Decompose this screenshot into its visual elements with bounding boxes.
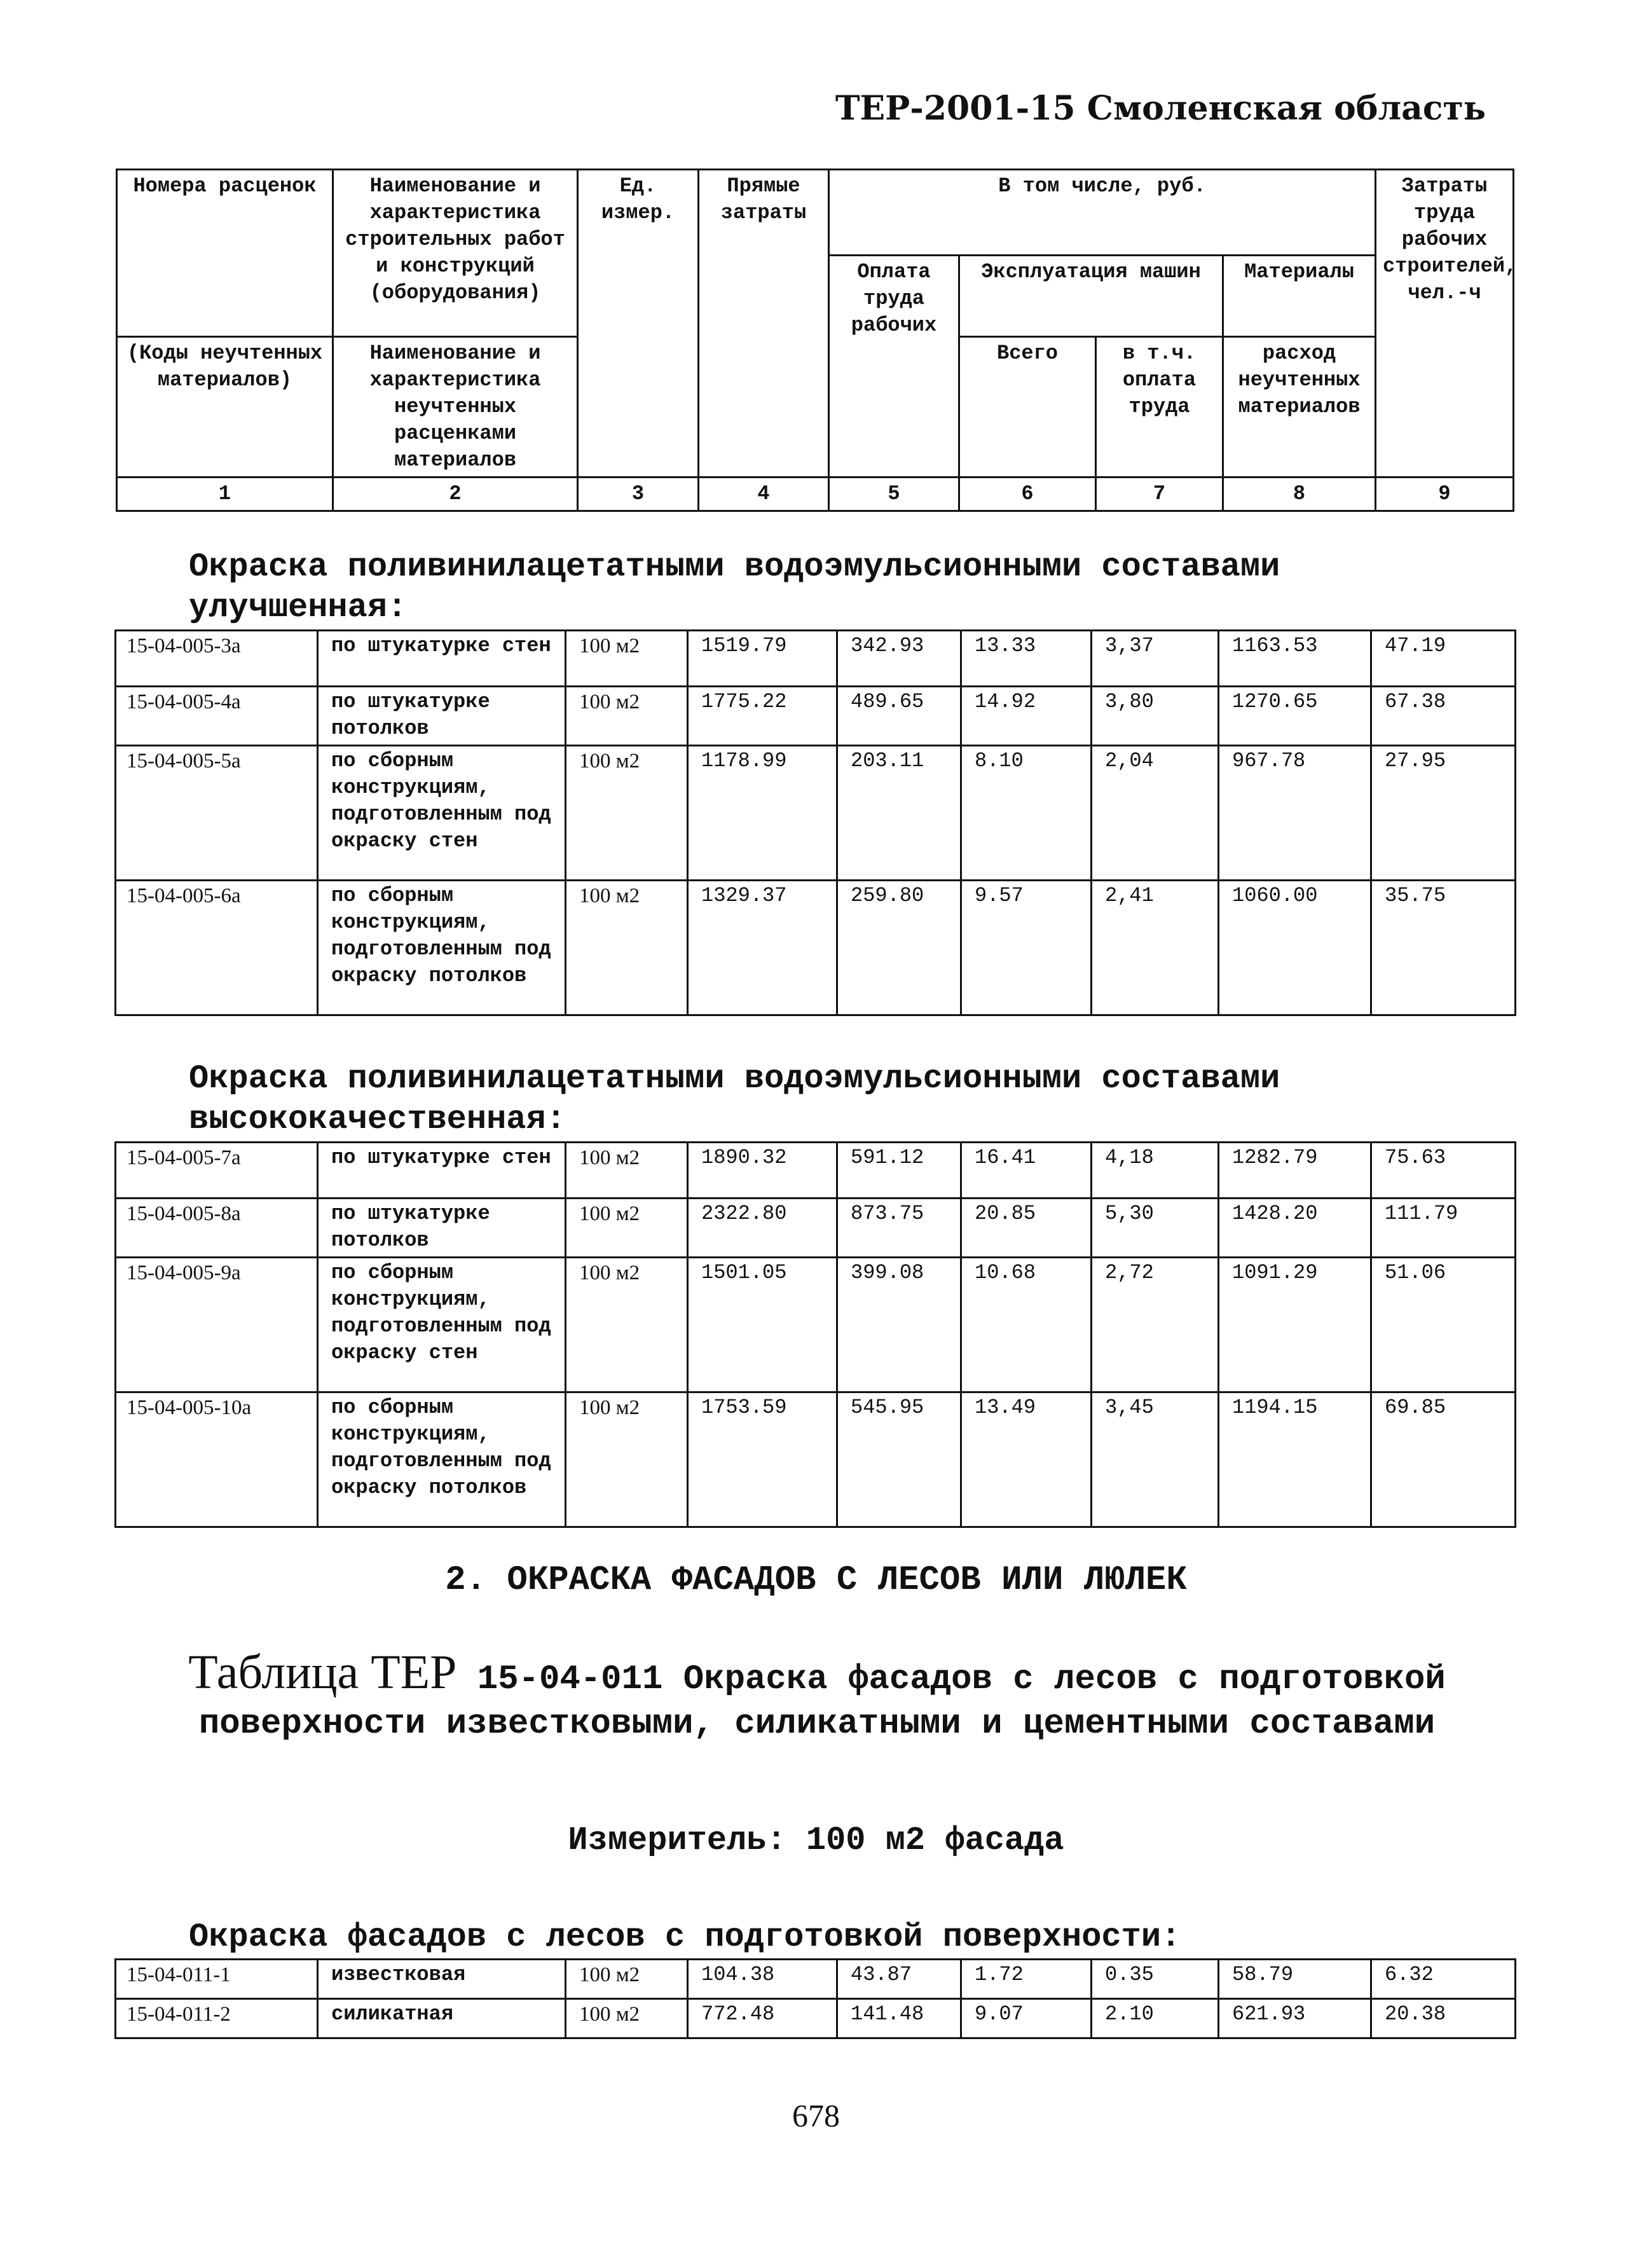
work-description: по штукатурке стен xyxy=(318,631,566,687)
machine-total: 8.10 xyxy=(961,746,1092,881)
direct-costs: 1775.22 xyxy=(688,687,837,746)
column-number: 4 xyxy=(699,478,829,511)
table-title xyxy=(165,1646,1469,1747)
column-number: 5 xyxy=(829,478,959,511)
work-description: по штукатурке стен xyxy=(318,1143,566,1199)
column-number: 3 xyxy=(578,478,699,511)
work-description: силикатная xyxy=(318,1999,566,2038)
unit: 100 м2 xyxy=(566,1960,688,1999)
unit: 100 м2 xyxy=(566,1199,688,1258)
machine-wages: 0.35 xyxy=(1092,1960,1219,1999)
labor-hours: 6.32 xyxy=(1371,1960,1516,1999)
work-description: по сборным конструкциям, подготовленным под окраску потолков xyxy=(318,881,566,1015)
unit: 100 м2 xyxy=(566,881,688,1015)
unit: 100 м2 xyxy=(566,1258,688,1392)
machine-wages: 2,04 xyxy=(1092,746,1219,881)
header-machine-wages: в т.ч. оплата труда xyxy=(1096,337,1223,478)
work-description: по сборным конструкциям, подготовленным под окраску стен xyxy=(318,1258,566,1392)
unit: 100 м2 xyxy=(566,1999,688,2038)
direct-costs: 1178.99 xyxy=(688,746,837,881)
machine-total: 10.68 xyxy=(961,1258,1092,1392)
header-material-consumption: расход неучтенных материалов xyxy=(1223,337,1376,478)
column-number: 6 xyxy=(959,478,1096,511)
header-rate-numbers: Номера расценок xyxy=(117,170,333,337)
direct-costs: 1501.05 xyxy=(688,1258,837,1392)
materials: 1282.79 xyxy=(1219,1143,1371,1199)
section-heading-high-quality: Окраска поливинилацетатными водоэмульсионными составами высококачественная: xyxy=(189,1060,1280,1138)
section-heading-improved: Окраска поливинилацетатными водоэмульсионными составами улучшенная: xyxy=(189,548,1280,626)
materials: 1091.29 xyxy=(1219,1258,1371,1392)
column-header-table xyxy=(116,168,1518,512)
wages: 141.48 xyxy=(837,1999,961,2038)
unit: 100 м2 xyxy=(566,746,688,881)
labor-hours: 27.95 xyxy=(1371,746,1516,881)
work-description: известковая xyxy=(318,1960,566,1999)
machine-wages: 2.10 xyxy=(1092,1999,1219,2038)
materials: 967.78 xyxy=(1219,746,1371,881)
rate-code: 15-04-005-10а xyxy=(116,1392,318,1527)
header-including-group: В том числе, руб. xyxy=(829,170,1376,256)
machine-wages: 5,30 xyxy=(1092,1199,1219,1258)
header-unaccounted-materials: Наименование и характеристика неучтенных расценками материалов xyxy=(333,337,578,478)
table-row xyxy=(116,746,1516,881)
rate-code: 15-04-005-6а xyxy=(116,881,318,1015)
machine-total: 9.57 xyxy=(961,881,1092,1015)
wages: 43.87 xyxy=(837,1960,961,1999)
machine-total: 14.92 xyxy=(961,687,1092,746)
labor-hours: 67.38 xyxy=(1371,687,1516,746)
materials: 1194.15 xyxy=(1219,1392,1371,1527)
rate-code: 15-04-005-9а xyxy=(116,1258,318,1392)
header-wages: Оплата труда рабочих xyxy=(829,256,959,478)
table-row xyxy=(116,687,1516,746)
machine-wages: 2,41 xyxy=(1092,881,1219,1015)
materials: 1060.00 xyxy=(1219,881,1371,1015)
column-number: 7 xyxy=(1096,478,1223,511)
wages: 489.65 xyxy=(837,687,961,746)
rate-code: 15-04-005-5а xyxy=(116,746,318,881)
labor-hours: 111.79 xyxy=(1371,1199,1516,1258)
materials: 58.79 xyxy=(1219,1960,1371,1999)
measurement-unit: Измеритель: 100 м2 фасада xyxy=(568,1822,1064,1859)
labor-hours: 51.06 xyxy=(1371,1258,1516,1392)
header-machine-total: Всего xyxy=(959,337,1096,478)
machine-total: 9.07 xyxy=(961,1999,1092,2038)
header-material-codes: (Коды неучтенных материалов) xyxy=(117,337,333,478)
work-description: по штукатурке потолков xyxy=(318,687,566,746)
table-row xyxy=(116,1392,1516,1527)
unit: 100 м2 xyxy=(566,1392,688,1527)
header-work-name: Наименование и характеристика строительных работ и конструкций (оборудования) xyxy=(333,170,578,337)
unit: 100 м2 xyxy=(566,687,688,746)
direct-costs: 1890.32 xyxy=(688,1143,837,1199)
table-row xyxy=(116,1143,1516,1199)
wages: 591.12 xyxy=(837,1143,961,1199)
labor-hours: 69.85 xyxy=(1371,1392,1516,1527)
rate-code: 15-04-005-7а xyxy=(116,1143,318,1199)
direct-costs: 1329.37 xyxy=(688,881,837,1015)
column-number: 1 xyxy=(117,478,333,511)
section-2-title: 2. ОКРАСКА ФАСАДОВ С ЛЕСОВ ИЛИ ЛЮЛЕК xyxy=(445,1561,1187,1600)
machine-wages: 3,45 xyxy=(1092,1392,1219,1527)
machine-total: 20.85 xyxy=(961,1199,1092,1258)
labor-hours: 75.63 xyxy=(1371,1143,1516,1199)
header-unit: Ед. измер. xyxy=(578,170,699,478)
table-row xyxy=(116,1960,1516,1999)
rate-code: 15-04-011-1 xyxy=(116,1960,318,1999)
direct-costs: 1753.59 xyxy=(688,1392,837,1527)
header-direct-costs: Прямые затраты xyxy=(699,170,829,478)
work-description: по штукатурке потолков xyxy=(318,1199,566,1258)
column-number-row xyxy=(117,478,1514,511)
direct-costs: 1519.79 xyxy=(688,631,837,687)
machine-total: 13.49 xyxy=(961,1392,1092,1527)
labor-hours: 35.75 xyxy=(1371,881,1516,1015)
direct-costs: 772.48 xyxy=(688,1999,837,2038)
header-labor-hours: Затраты труда рабочих строителей, чел.-ч xyxy=(1376,170,1514,478)
header-materials: Материалы xyxy=(1223,256,1376,337)
labor-hours: 20.38 xyxy=(1371,1999,1516,2038)
rate-code: 15-04-005-8а xyxy=(116,1199,318,1258)
column-number: 8 xyxy=(1223,478,1376,511)
rate-code: 15-04-005-3а xyxy=(116,631,318,687)
rate-code: 15-04-005-4а xyxy=(116,687,318,746)
machine-wages: 3,80 xyxy=(1092,687,1219,746)
unit: 100 м2 xyxy=(566,631,688,687)
column-number: 2 xyxy=(333,478,578,511)
column-number: 9 xyxy=(1376,478,1514,511)
machine-total: 1.72 xyxy=(961,1960,1092,1999)
wages: 545.95 xyxy=(837,1392,961,1527)
wages: 399.08 xyxy=(837,1258,961,1392)
page-number: 678 xyxy=(792,2098,840,2133)
materials: 1270.65 xyxy=(1219,687,1371,746)
running-head: ТЕР-2001-15 Смоленская область xyxy=(835,89,1486,128)
header-machine-operation: Эксплуатация машин xyxy=(959,256,1223,337)
table-row xyxy=(116,631,1516,687)
rate-code: 15-04-011-2 xyxy=(116,1999,318,2038)
table-title-text: 15-04-011 Окраска фасадов с лесов с подготовкой поверхности известковыми, силикатными и цементными составами xyxy=(198,1660,1446,1743)
machine-wages: 4,18 xyxy=(1092,1143,1219,1199)
wages: 203.11 xyxy=(837,746,961,881)
rates-table-improved xyxy=(114,629,1516,1016)
table-title-prefix: Таблица ТЕР xyxy=(188,1646,457,1699)
unit: 100 м2 xyxy=(566,1143,688,1199)
table-row xyxy=(116,881,1516,1015)
table-row xyxy=(116,1258,1516,1392)
wages: 342.93 xyxy=(837,631,961,687)
machine-wages: 2,72 xyxy=(1092,1258,1219,1392)
machine-total: 16.41 xyxy=(961,1143,1092,1199)
table-row xyxy=(116,1199,1516,1258)
wages: 259.80 xyxy=(837,881,961,1015)
work-description: по сборным конструкциям, подготовленным под окраску потолков xyxy=(318,1392,566,1527)
wages: 873.75 xyxy=(837,1199,961,1258)
direct-costs: 104.38 xyxy=(688,1960,837,1999)
machine-total: 13.33 xyxy=(961,631,1092,687)
direct-costs: 2322.80 xyxy=(688,1199,837,1258)
work-description: по сборным конструкциям, подготовленным под окраску стен xyxy=(318,746,566,881)
section-heading-facade: Окраска фасадов с лесов с подготовкой поверхности: xyxy=(189,1918,1181,1956)
table-row xyxy=(116,1999,1516,2038)
labor-hours: 47.19 xyxy=(1371,631,1516,687)
rates-table-facade xyxy=(114,1958,1516,2039)
rates-table-high-quality xyxy=(114,1141,1516,1528)
materials: 1428.20 xyxy=(1219,1199,1371,1258)
machine-wages: 3,37 xyxy=(1092,631,1219,687)
materials: 621.93 xyxy=(1219,1999,1371,2038)
materials: 1163.53 xyxy=(1219,631,1371,687)
